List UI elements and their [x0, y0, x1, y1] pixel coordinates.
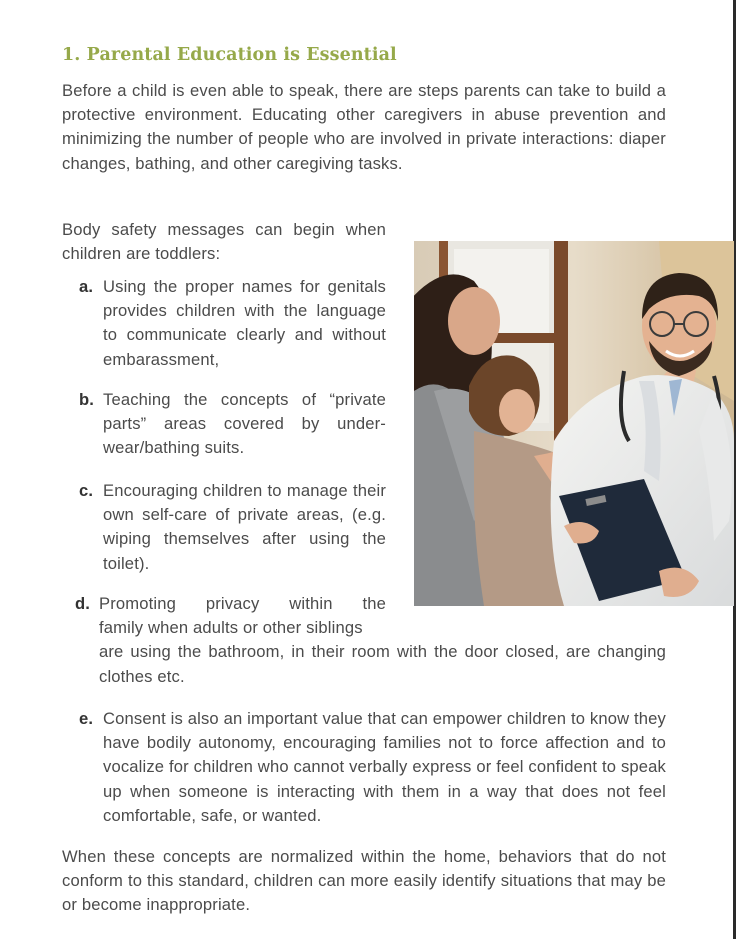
outro-paragraph: When these concepts are normalized within the home, behaviors that do not conform to this standard, children can more easily identify situations that may be or become inappropriate.	[62, 847, 666, 915]
list-item-text-line2: family when adults or other siblings	[99, 618, 363, 638]
list-item-text-rest: are using the bathroom, in their room with the door closed, are changing clothes etc.	[99, 642, 666, 686]
list-item-e	[79, 707, 666, 828]
list-letter: a.	[79, 277, 94, 296]
list-item-text: Encouraging children to manage their own self-care of private areas, (e.g. wiping themselves after using the toilet).	[103, 481, 386, 573]
list-letter: b.	[79, 390, 95, 409]
list-item-a	[79, 275, 386, 372]
list-item-text-line1: Promoting privacy within the	[99, 594, 386, 613]
section-heading: 1. Parental Education is Essential	[62, 45, 397, 65]
list-letter: d.	[75, 594, 91, 613]
list-letter: c.	[79, 481, 94, 500]
list-item-text	[99, 592, 666, 689]
list-item-text: Teaching the concepts of “private parts” areas covered by under-wear/bathing suits.	[103, 390, 386, 458]
photo-illustration	[414, 241, 734, 606]
list-item-d	[75, 592, 666, 689]
list-item-c	[79, 479, 386, 576]
list-item-b	[79, 388, 386, 461]
list-item-text: Consent is also an important value that can empower children to know they have bodily autonomy, encouraging families not to force affection and to vocalize for children who cannot verbally express or feel confident to speak up when someone is interacting with them in a way that does not feel comfortable, safe, or wanted.	[103, 709, 666, 825]
intro-paragraph: Before a child is even able to speak, there are steps parents can take to build a protective environment. Educating other caregivers in abuse prevention and minimizing the number of people who are involved in private interactions: diaper changes, bathing, and other caregiving tasks.	[62, 81, 666, 173]
list-letter: e.	[79, 709, 94, 728]
doctor-high-five-photo	[414, 241, 734, 606]
list-item-text: Using the proper names for genitals provides children with the language to communicate clearly and without embarassment,	[103, 277, 386, 369]
body-safety-paragraph: Body safety messages can begin when children are toddlers:	[62, 220, 386, 264]
